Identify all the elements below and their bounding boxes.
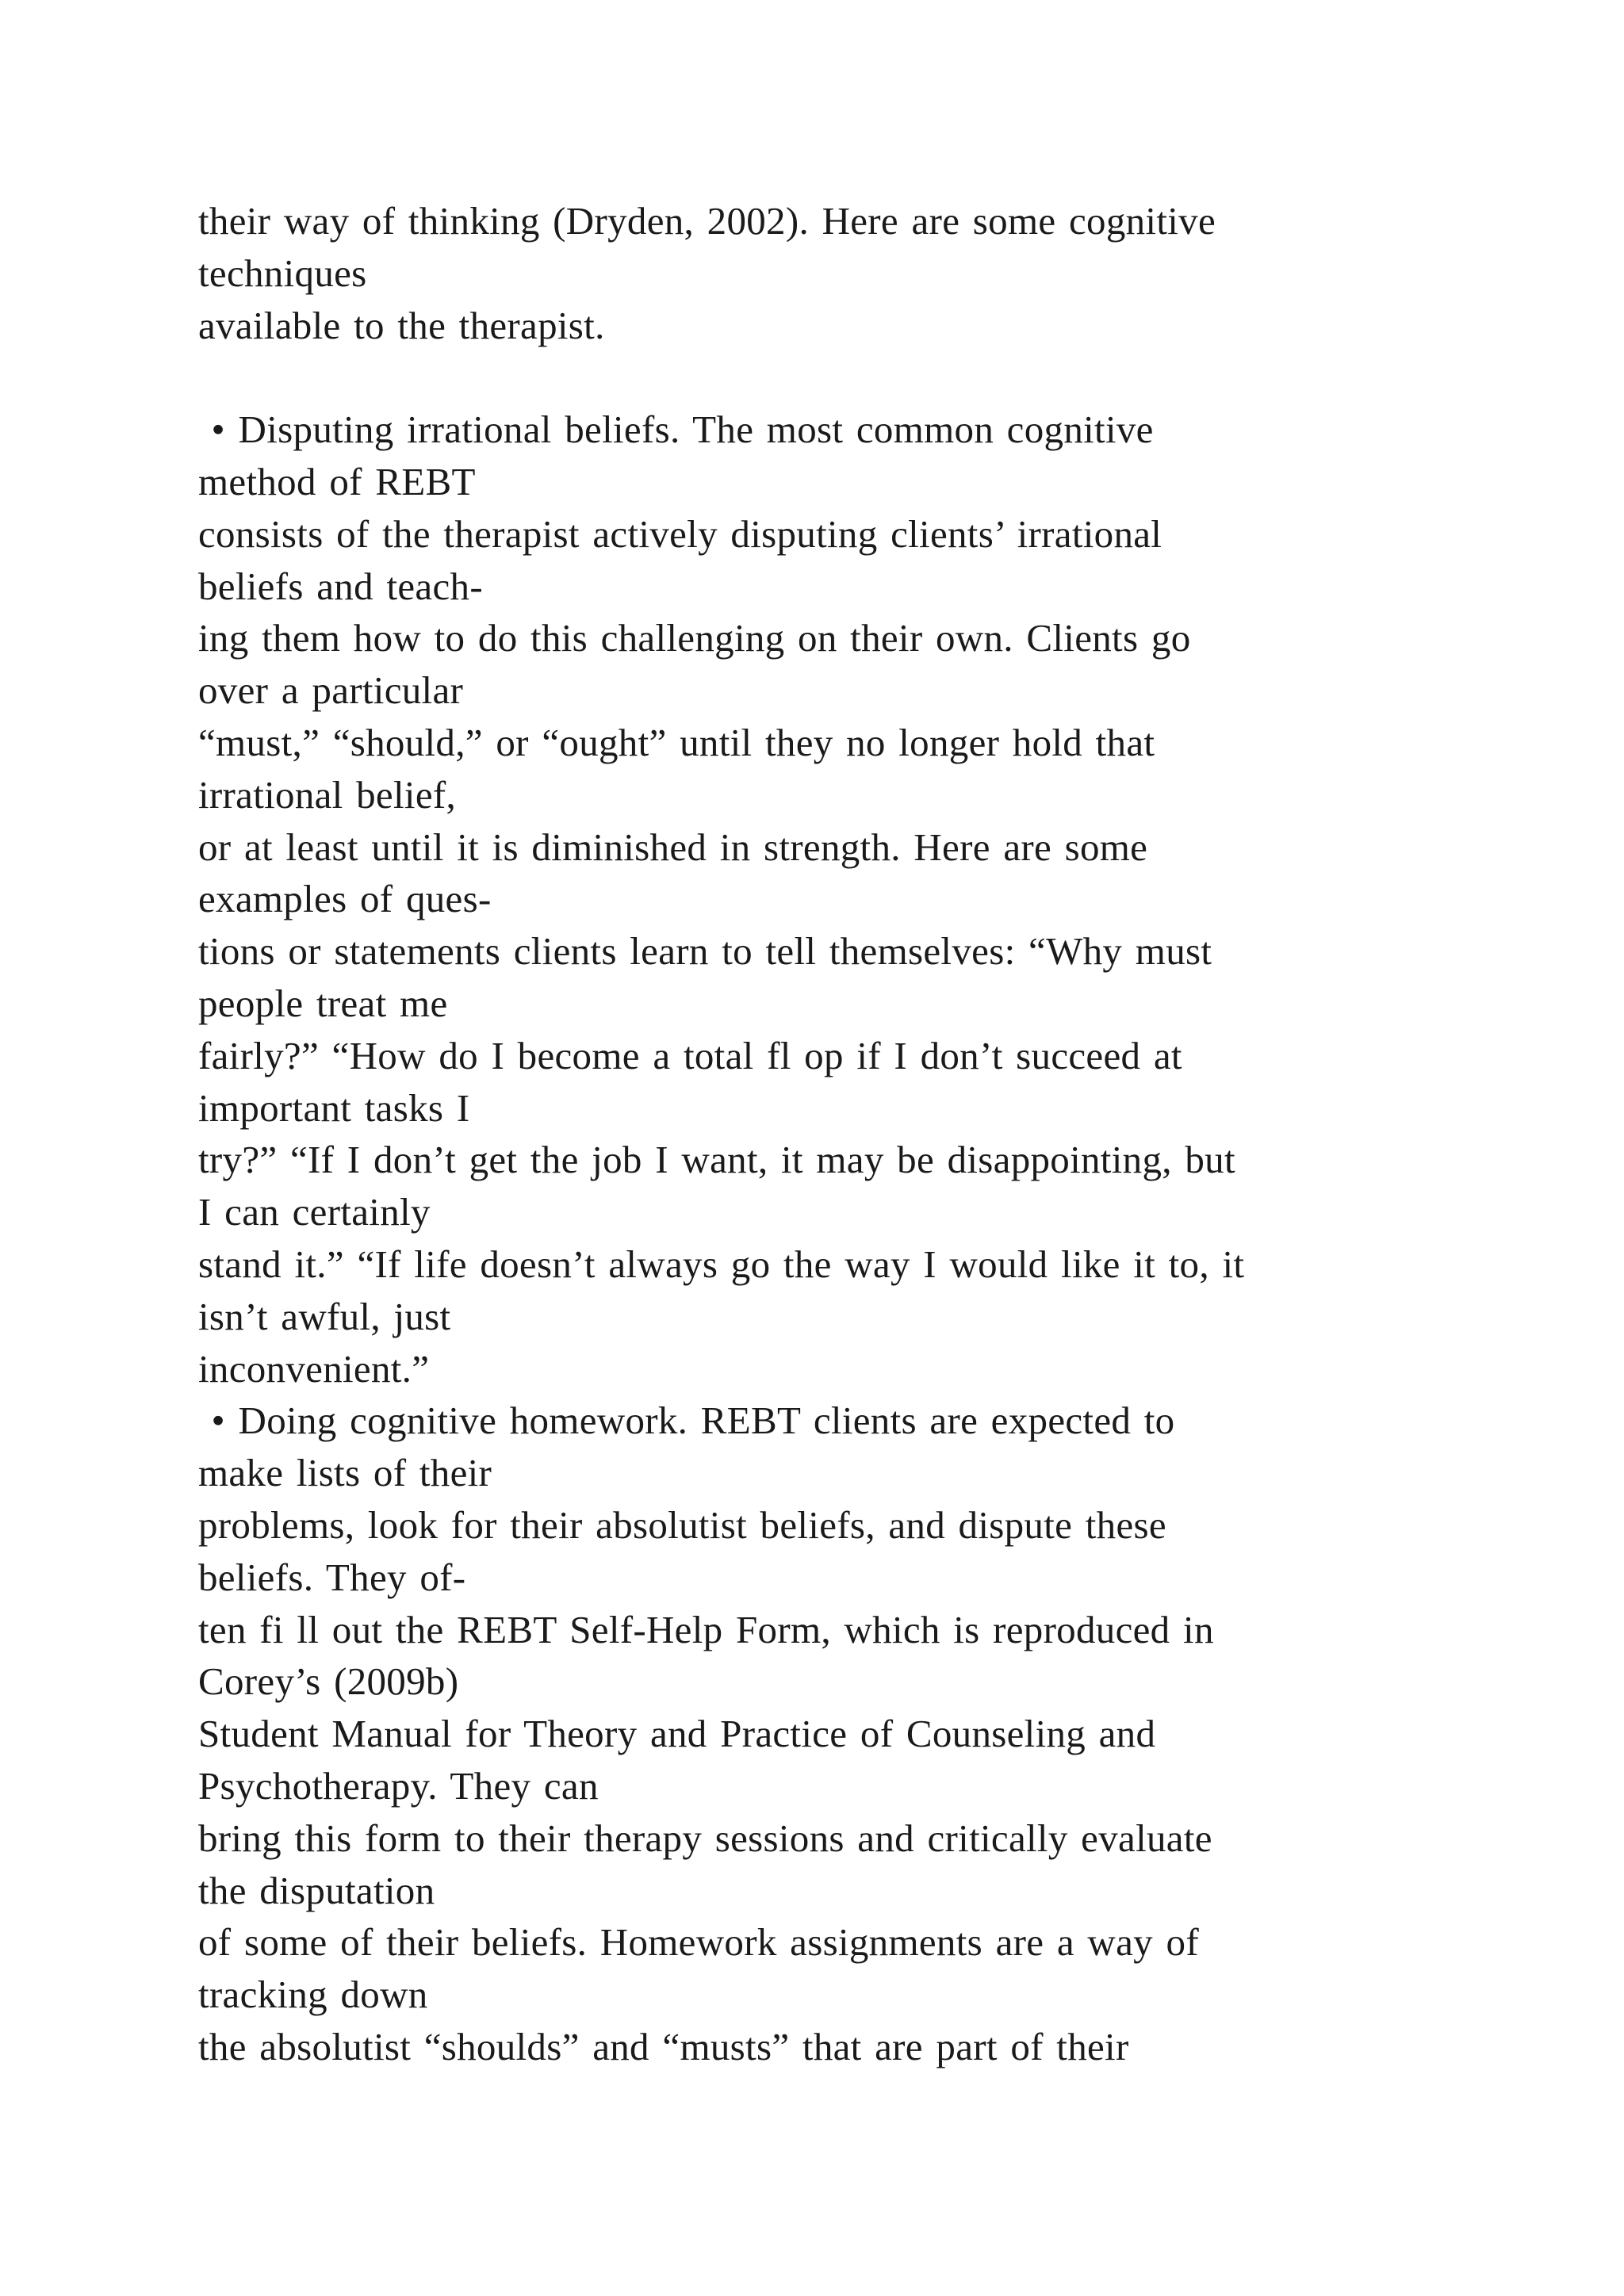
text-line: “must,” “should,” or “ought” until they no longer hold that: [198, 720, 1155, 764]
text-line: Student Manual for Theory and Practice of Counseling and: [198, 1712, 1156, 1756]
text-line: over a particular: [198, 668, 464, 713]
paragraph-gap: [198, 351, 1546, 404]
text-line: ing them how to do this challenging on their own. Clients go: [198, 616, 1191, 660]
text-line: problems, look for their absolutist beliefs, and dispute these: [198, 1502, 1166, 1547]
text-line: of some of their beliefs. Homework assignments are a way of: [198, 1920, 1199, 1965]
text-line: the disputation: [198, 1868, 435, 1912]
text-line: stand it.” “If life doesn’t always go the way I would like it to, it: [198, 1242, 1245, 1286]
text-line: consists of the therapist actively disputing clients’ irrational: [198, 511, 1162, 556]
text-line: ten fi ll out the REBT Self-Help Form, which is reproduced in: [198, 1607, 1214, 1651]
text-line: tracking down: [198, 1973, 428, 2017]
text-line: Corey’s (2009b): [198, 1659, 459, 1704]
text-line: tions or statements clients learn to tell themselves: “Why must: [198, 929, 1212, 974]
text-line: isn’t awful, just: [198, 1294, 451, 1338]
body-text: [198, 195, 1546, 2073]
text-line: inconvenient.”: [198, 1346, 430, 1391]
text-line: irrational belief,: [198, 772, 457, 817]
text-line: beliefs. They of-: [198, 1555, 466, 1599]
text-line: important tasks I: [198, 1085, 470, 1130]
text-line: available to the therapist.: [198, 303, 605, 347]
text-line: fairly?” “How do I become a total fl op if I don’t succeed at: [198, 1033, 1182, 1077]
text-line: or at least until it is diminished in strength. Here are some: [198, 825, 1148, 869]
text-line: their way of thinking (Dryden, 2002). Here are some cognitive: [198, 199, 1216, 243]
text-line: I can certainly: [198, 1190, 431, 1234]
text-line: method of REBT: [198, 459, 476, 503]
text-line: the absolutist “shoulds” and “musts” that are part of their: [198, 2024, 1129, 2068]
text-line: try?” “If I don’t get the job I want, it may be disappointing, but: [198, 1138, 1235, 1182]
text-line: techniques: [198, 251, 367, 295]
text-line: • Doing cognitive homework. REBT clients are expected to: [198, 1399, 1175, 1443]
text-line: bring this form to their therapy sessions and critically evaluate: [198, 1816, 1212, 1860]
text-line: beliefs and teach-: [198, 564, 483, 608]
text-line: make lists of their: [198, 1451, 492, 1495]
text-line: people treat me: [198, 981, 448, 1025]
text-line: Psychotherapy. They can: [198, 1763, 599, 1808]
text-line: • Disputing irrational beliefs. The most common cognitive: [198, 408, 1154, 452]
text-line: examples of ques-: [198, 877, 492, 921]
